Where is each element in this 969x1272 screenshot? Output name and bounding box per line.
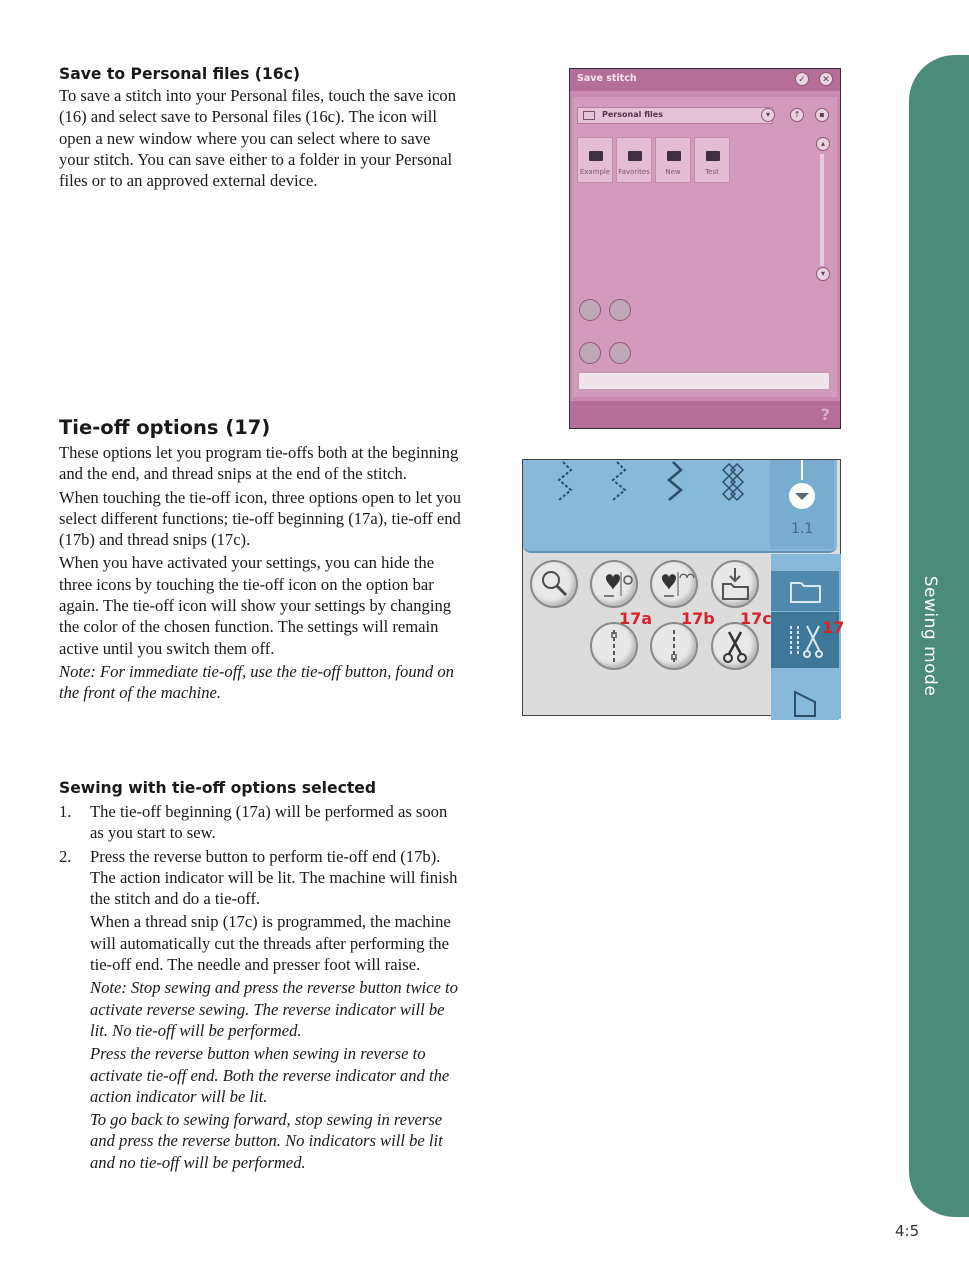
search-button[interactable] — [530, 560, 578, 608]
stitch-number: 1.1 — [791, 521, 814, 537]
folder-item[interactable]: Favorites — [616, 137, 652, 183]
stitch-repeat-button[interactable] — [590, 560, 638, 608]
move-button[interactable] — [609, 299, 631, 321]
heading-tie-off-options: Tie-off options (17) — [59, 416, 271, 439]
file-name-input[interactable] — [577, 371, 831, 391]
tie-off-beginning-icon — [592, 624, 636, 668]
paragraph: When a thread snip (17c) is programmed, the machine will automatically cut the threads after performing the tie-off end. The needle and presser foot will raise. — [90, 912, 451, 975]
heading-sewing-with-tie-off: Sewing with tie-off options selected — [59, 779, 377, 797]
heading-save-personal-files: Save to Personal files (16c) — [59, 65, 300, 83]
folder-icon — [589, 151, 603, 161]
personal-files-button[interactable] — [771, 571, 839, 611]
edit-button[interactable] — [771, 670, 839, 720]
search-icon — [532, 562, 576, 606]
list-item: 2. Press the reverse button to perform tie-off end (17b). The action indicator will be lit. The machine will finish the stitch and do a tie-off. — [59, 846, 458, 909]
folder-item[interactable]: Test — [694, 137, 730, 183]
thread-snips-button[interactable] — [711, 622, 759, 670]
folder-up-button[interactable]: ↑ — [790, 108, 804, 122]
confirm-button[interactable]: ✓ — [795, 72, 809, 86]
list-item: 1. The tie-off beginning (17a) will be performed as soon as you start to sew. — [59, 802, 448, 843]
chevron-down-icon[interactable]: ▾ — [761, 108, 775, 122]
window-title-bar — [570, 69, 840, 91]
edit-icon — [771, 670, 839, 720]
label-17: 17 — [822, 618, 845, 637]
save-stitch-window — [569, 68, 841, 429]
section-sewing-with-tie-off — [59, 778, 464, 1175]
folder-item[interactable]: Example — [577, 137, 613, 183]
note: To go back to sewing forward, stop sewing in reverse and press the reverse button. No indicators will be lit and no tie-off will be performed. — [90, 1110, 443, 1172]
folder-icon — [706, 151, 720, 161]
heart-repeat-icon — [592, 562, 636, 606]
save-button[interactable] — [711, 560, 759, 608]
paragraph: These options let you program tie-offs both at the beginning and the end, and thread snips at the end of the stitch. — [59, 443, 459, 484]
window-title: Save stitch — [577, 73, 637, 84]
open-folder-icon — [771, 571, 839, 611]
note: Note: For immediate tie-off, use the tie-off button, found on the front of the machine. — [59, 661, 454, 703]
window-bottom-bar — [570, 401, 840, 428]
note: Press the reverse button when sewing in reverse to activate tie-off end. Both the reverse indicator and the action indicator will be lit. — [90, 1044, 450, 1106]
new-folder-button[interactable] — [579, 342, 601, 364]
page-number: 4:5 — [895, 1222, 920, 1240]
paragraph: When touching the tie-off icon, three options open to let you select different functions; tie-off beginning (17a), tie-off end (17b) and thread snips (17c). — [59, 487, 461, 550]
scroll-up-button[interactable]: ▴ — [816, 137, 830, 151]
scrollbar[interactable] — [820, 154, 824, 266]
steps-list — [59, 801, 464, 909]
stitch-preview-icons — [543, 460, 783, 520]
folder-icon — [667, 151, 681, 161]
help-icon[interactable]: ? — [820, 405, 830, 424]
chapter-tab-label: Sewing mode — [920, 575, 940, 697]
heart-mirror-icon — [652, 562, 696, 606]
heart-chevron-icon — [770, 460, 834, 520]
scroll-down-button[interactable]: ▾ — [816, 267, 830, 281]
paragraph: When you have activated your settings, you can hide the three icons by touching the tie-off icon on the option bar again. The tie-off icon will show your settings by changing the color of the chosen function. The settings will remain active until you switch them off. — [59, 553, 452, 658]
rename-button[interactable] — [609, 342, 631, 364]
tie-off-end-button[interactable] — [650, 622, 698, 670]
tie-off-beginning-button[interactable] — [590, 622, 638, 670]
location-dropdown[interactable] — [577, 107, 773, 124]
delete-button[interactable]: ▪ — [815, 108, 829, 122]
folder-icon — [628, 151, 642, 161]
tie-off-options-panel — [522, 459, 845, 716]
folder-item[interactable]: New — [655, 137, 691, 183]
tie-off-end-icon — [652, 624, 696, 668]
scissors-icon — [713, 624, 757, 668]
save-folder-icon — [713, 562, 757, 606]
dropdown-value: Personal files — [602, 110, 663, 119]
label-17a: 17a — [619, 609, 653, 628]
section-save-personal-files — [59, 64, 464, 193]
close-button[interactable]: ✕ — [819, 72, 833, 86]
label-17c: 17c — [740, 609, 772, 628]
label-17b: 17b — [681, 609, 715, 628]
section-tie-off-options — [59, 416, 464, 706]
stitch-mirror-button[interactable] — [650, 560, 698, 608]
note: Note: Stop sewing and press the reverse button twice to activate reverse sewing. The reverse indicator will be lit. No tie-off will be performed. — [90, 978, 458, 1040]
list-view-button[interactable] — [579, 299, 601, 321]
paragraph: To save a stitch into your Personal files, touch the save icon (16) and select save to Personal files (16c). The icon will open a new window where you can select where to save your stitch. You can save either to a folder in your Personal files or to an approved external device. — [59, 86, 456, 191]
folder-icon — [583, 111, 595, 120]
